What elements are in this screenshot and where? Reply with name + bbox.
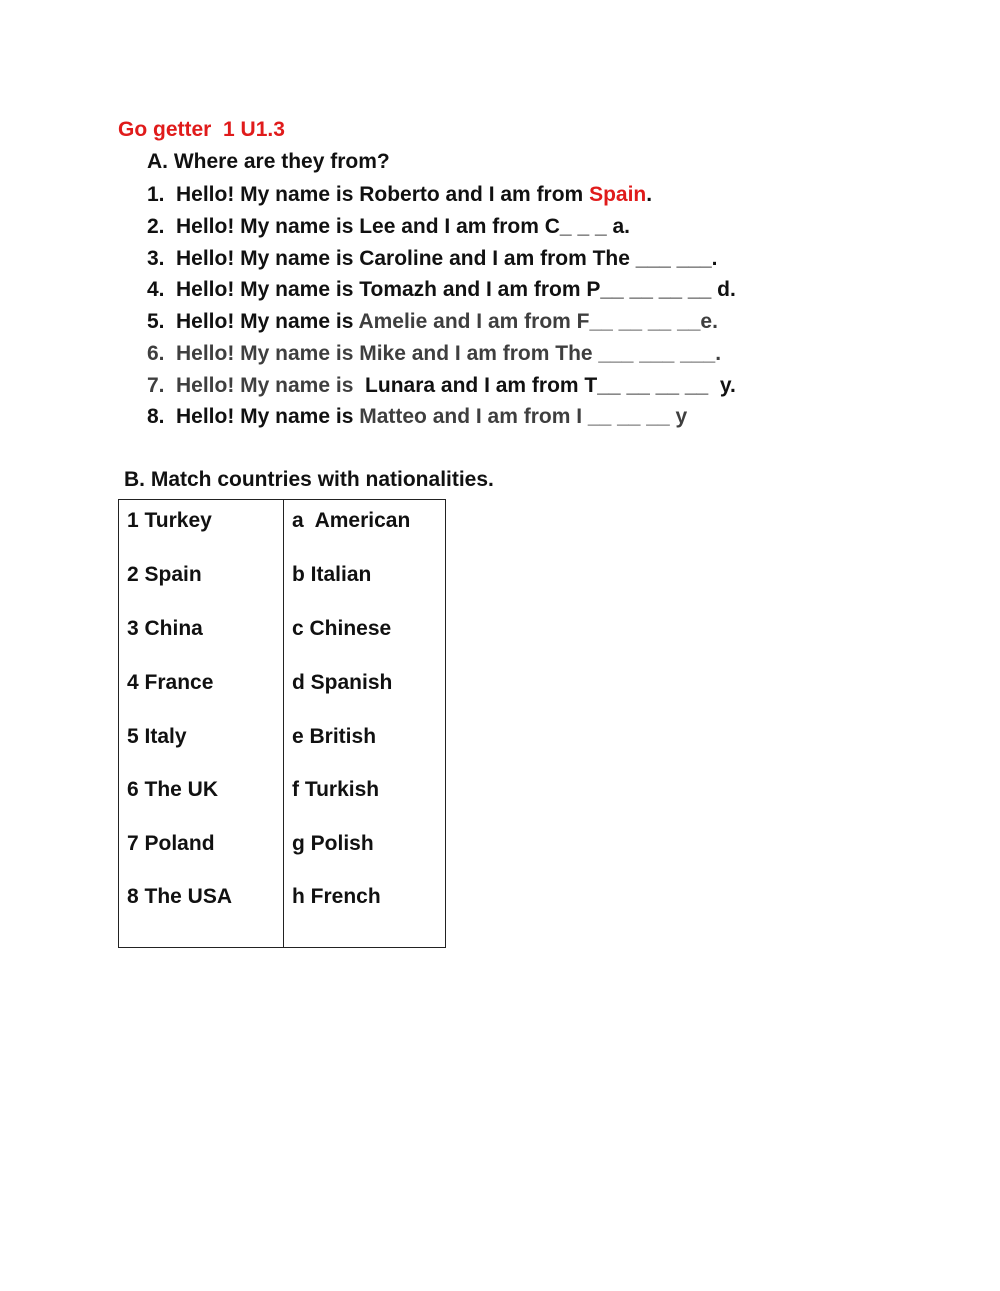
sentence-number: 6. <box>147 341 165 365</box>
sentence-text-part: Hello! My name is <box>176 310 359 333</box>
sentence-number: 3. <box>147 246 165 270</box>
sentence-item-3 <box>147 246 736 278</box>
sentence-item-1 <box>147 182 736 214</box>
sentence-text-part: Hello! My name is Tomazh and I am from P__ __ __ __ d. <box>176 278 736 302</box>
country-cell: 3 China <box>127 617 203 640</box>
country-cell: 6 The UK <box>127 778 219 801</box>
nationality-cell: d Spanish <box>292 671 393 694</box>
country-cell: 1 Turkey <box>127 509 212 532</box>
sentence-text <box>176 182 652 214</box>
nationality-cell: h French <box>292 885 381 908</box>
nationality-cell: g Polish <box>292 832 374 855</box>
sentence-item-2 <box>147 214 736 246</box>
sentence-item-4 <box>147 277 736 309</box>
sentence-number: 5. <box>147 310 165 333</box>
country-cell: 7 Poland <box>127 832 215 855</box>
match-table <box>118 499 446 948</box>
sentence-text-part: Hello! My name is <box>176 405 360 429</box>
sentence-list <box>147 182 736 436</box>
sentence-text-part: Hello! My name is <box>176 373 360 397</box>
sentence-text <box>176 341 721 373</box>
nationalities-column <box>284 500 445 947</box>
sentence-text <box>176 373 736 405</box>
sentence-text-part: Lunara and I am from T__ __ __ __ y. <box>359 373 736 397</box>
nationality-cell: e British <box>292 725 377 748</box>
nationality-cell: a American <box>292 509 411 532</box>
document-title: Go getter 1 U1.3 <box>118 118 285 141</box>
sentence-text <box>176 246 718 278</box>
sentence-text <box>176 309 718 341</box>
nationality-cell: f Turkish <box>292 778 380 801</box>
countries-column <box>119 500 284 947</box>
sentence-number: 7. <box>147 373 165 397</box>
country-cell: 8 The USA <box>127 885 233 908</box>
answer-example: Spain <box>589 183 647 206</box>
country-cell: 4 France <box>127 671 214 694</box>
sentence-number: 1. <box>147 183 165 206</box>
sentence-text-part: Hello! My name is Lee and I am from C_ _ _ a. <box>176 214 630 238</box>
sentence-text-part: Hello! My name is Caroline and I am from The ___ ___. <box>176 246 718 270</box>
sentence-number: 8. <box>147 405 165 429</box>
sentence-item-7 <box>147 373 736 405</box>
sentence-text-part: Hello! My name is Mike and I am from The ___ ___ ___. <box>176 341 722 365</box>
sentence-text-part: . <box>646 183 653 206</box>
nationality-cell: b Italian <box>292 563 372 586</box>
section-a-heading: A. Where are they from? <box>147 150 390 173</box>
country-cell: 2 Spain <box>127 563 202 586</box>
sentence-text-part: Hello! My name is Roberto and I am from <box>176 183 590 206</box>
sentence-item-5 <box>147 309 736 341</box>
sentence-number: 2. <box>147 214 165 238</box>
sentence-text <box>176 214 630 246</box>
sentence-text-part: Amelie and I am from F__ __ __ __e. <box>358 310 718 333</box>
sentence-item-6 <box>147 341 736 373</box>
sentence-text <box>176 277 736 309</box>
nationality-cell: c Chinese <box>292 617 392 640</box>
country-cell: 5 Italy <box>127 725 187 748</box>
section-b-heading: B. Match countries with nationalities. <box>124 468 494 491</box>
sentence-text-part: Matteo and I am from I __ __ __ y <box>359 405 688 429</box>
sentence-item-8 <box>147 404 736 436</box>
sentence-number: 4. <box>147 278 165 302</box>
sentence-text <box>176 404 687 436</box>
